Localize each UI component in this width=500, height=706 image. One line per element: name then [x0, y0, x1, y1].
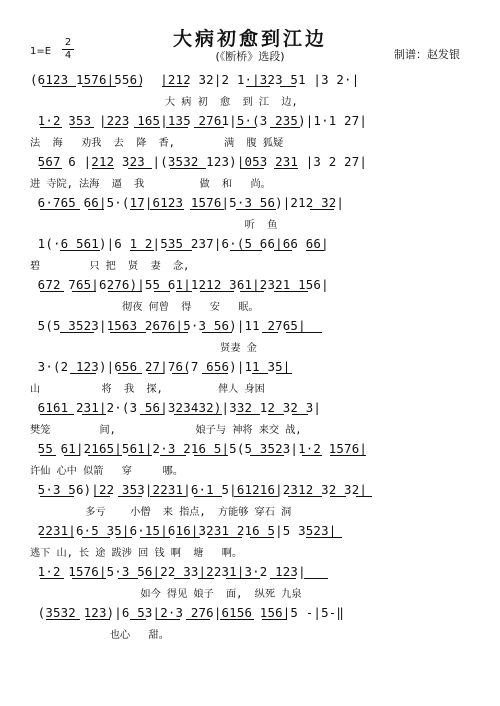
- song-subtitle: (《断桥》选段): [215, 50, 285, 63]
- music-system-9: [30, 400, 466, 444]
- music-system-7: [30, 318, 466, 362]
- notation-line: (3532 123)|6 53|2·3 276|6156 156|5 -|5-‖: [30, 605, 345, 620]
- music-system-3: [30, 154, 466, 198]
- music-system-1: [30, 72, 466, 116]
- lyrics-line: 樊笼 间, 娘子与 神将 来交 战,: [30, 425, 302, 436]
- notation-line: 1(·6 561)|6 1 2|535 237|6·(5 66|66 66|: [30, 236, 329, 251]
- lyrics-line: 逃下 山, 长 途 跋涉 回 钱 啊 塘 啊。: [30, 548, 243, 559]
- music-system-2: [30, 113, 466, 157]
- music-system-11: [30, 482, 466, 526]
- music-system-14: [30, 605, 466, 649]
- song-title: 大病初愈到江边: [172, 28, 327, 50]
- lyrics-line: 法 海 劝我 去 降 香, 满 腹 狐疑: [30, 138, 284, 149]
- lyrics-line: 多亏 小僧 来 指点, 方能够 穿石 洞: [30, 507, 292, 518]
- lyrics-line: 也心 甜。: [30, 630, 169, 641]
- meter-top: 2: [64, 37, 72, 48]
- key-signature: 1=E: [30, 46, 52, 57]
- notation-line: 5·3 56)|22 353|2231|6·1 5|61216|2312 32 32|: [30, 482, 368, 497]
- notation-line: (6123 1576|556) |212 32|2 1·|323 51 |3 2·|: [30, 72, 360, 87]
- lyrics-line: 如今 得见 娘子 面, 纵死 九泉: [30, 589, 302, 600]
- notation-line: 6·765 66|5·(17|6123 1576|5·3 56)|212 32|: [30, 195, 345, 210]
- lyrics-line: 进 寺院, 法海 逼 我 做 和 尚。: [30, 179, 271, 190]
- music-system-12: [30, 523, 466, 567]
- lyrics-line: 贤妻 金: [30, 343, 257, 354]
- notation-line: 1·2 353 |223 165|135 2761|5·(3 235)|1·1 27|: [30, 113, 368, 128]
- transcriber-credit: 制谱：赵发银: [394, 48, 460, 61]
- music-system-6: [30, 277, 466, 321]
- lyrics-line: 大 病 初 愈 到 江 边,: [30, 97, 298, 108]
- lyrics-line: 彻夜 何曾 得 安 眠。: [30, 302, 259, 313]
- meter-bottom: 4: [64, 50, 72, 61]
- notation-line: 567 6 |212 323 |(3532 123)|053 231 |3 2 27|: [30, 154, 368, 169]
- music-system-13: [30, 564, 466, 608]
- lyrics-line: 听 鱼: [30, 220, 278, 231]
- notation-line: 5(5 3523|1563 2676|5·3 56)|11 2765|: [30, 318, 306, 333]
- time-signature: [62, 38, 74, 61]
- lyrics-line: 碧 只 把 贤 妻 念,: [30, 261, 190, 272]
- lyrics-line: 许仙 心中 似箭 穿 哪。: [30, 466, 184, 477]
- notation-line: 2231|6·5 35|6·15|616|3231 216 5|5 3523|: [30, 523, 337, 538]
- notation-line: 672 765|6276)|55 61|1212 361|2321 156|: [30, 277, 329, 292]
- lyrics-line: 山 将 我 探, 俾人 身困: [30, 384, 265, 395]
- notation-line: 3·(2 123)|656 27|76(7 656)|11 35|: [30, 359, 291, 374]
- music-system-5: [30, 236, 466, 280]
- music-system-10: [30, 441, 466, 485]
- notation-line: 55 61|2165|561|2·3 216 5|5(5 3523|1·2 1576|: [30, 441, 368, 456]
- music-system-4: [30, 195, 466, 239]
- music-system-8: [30, 359, 466, 403]
- notation-line: 1·2 1576|5·3 56|22 33|2231|3·2 123|: [30, 564, 306, 579]
- notation-line: 6161 231|2·(3 56|323432)|332 12 32 3|: [30, 400, 322, 415]
